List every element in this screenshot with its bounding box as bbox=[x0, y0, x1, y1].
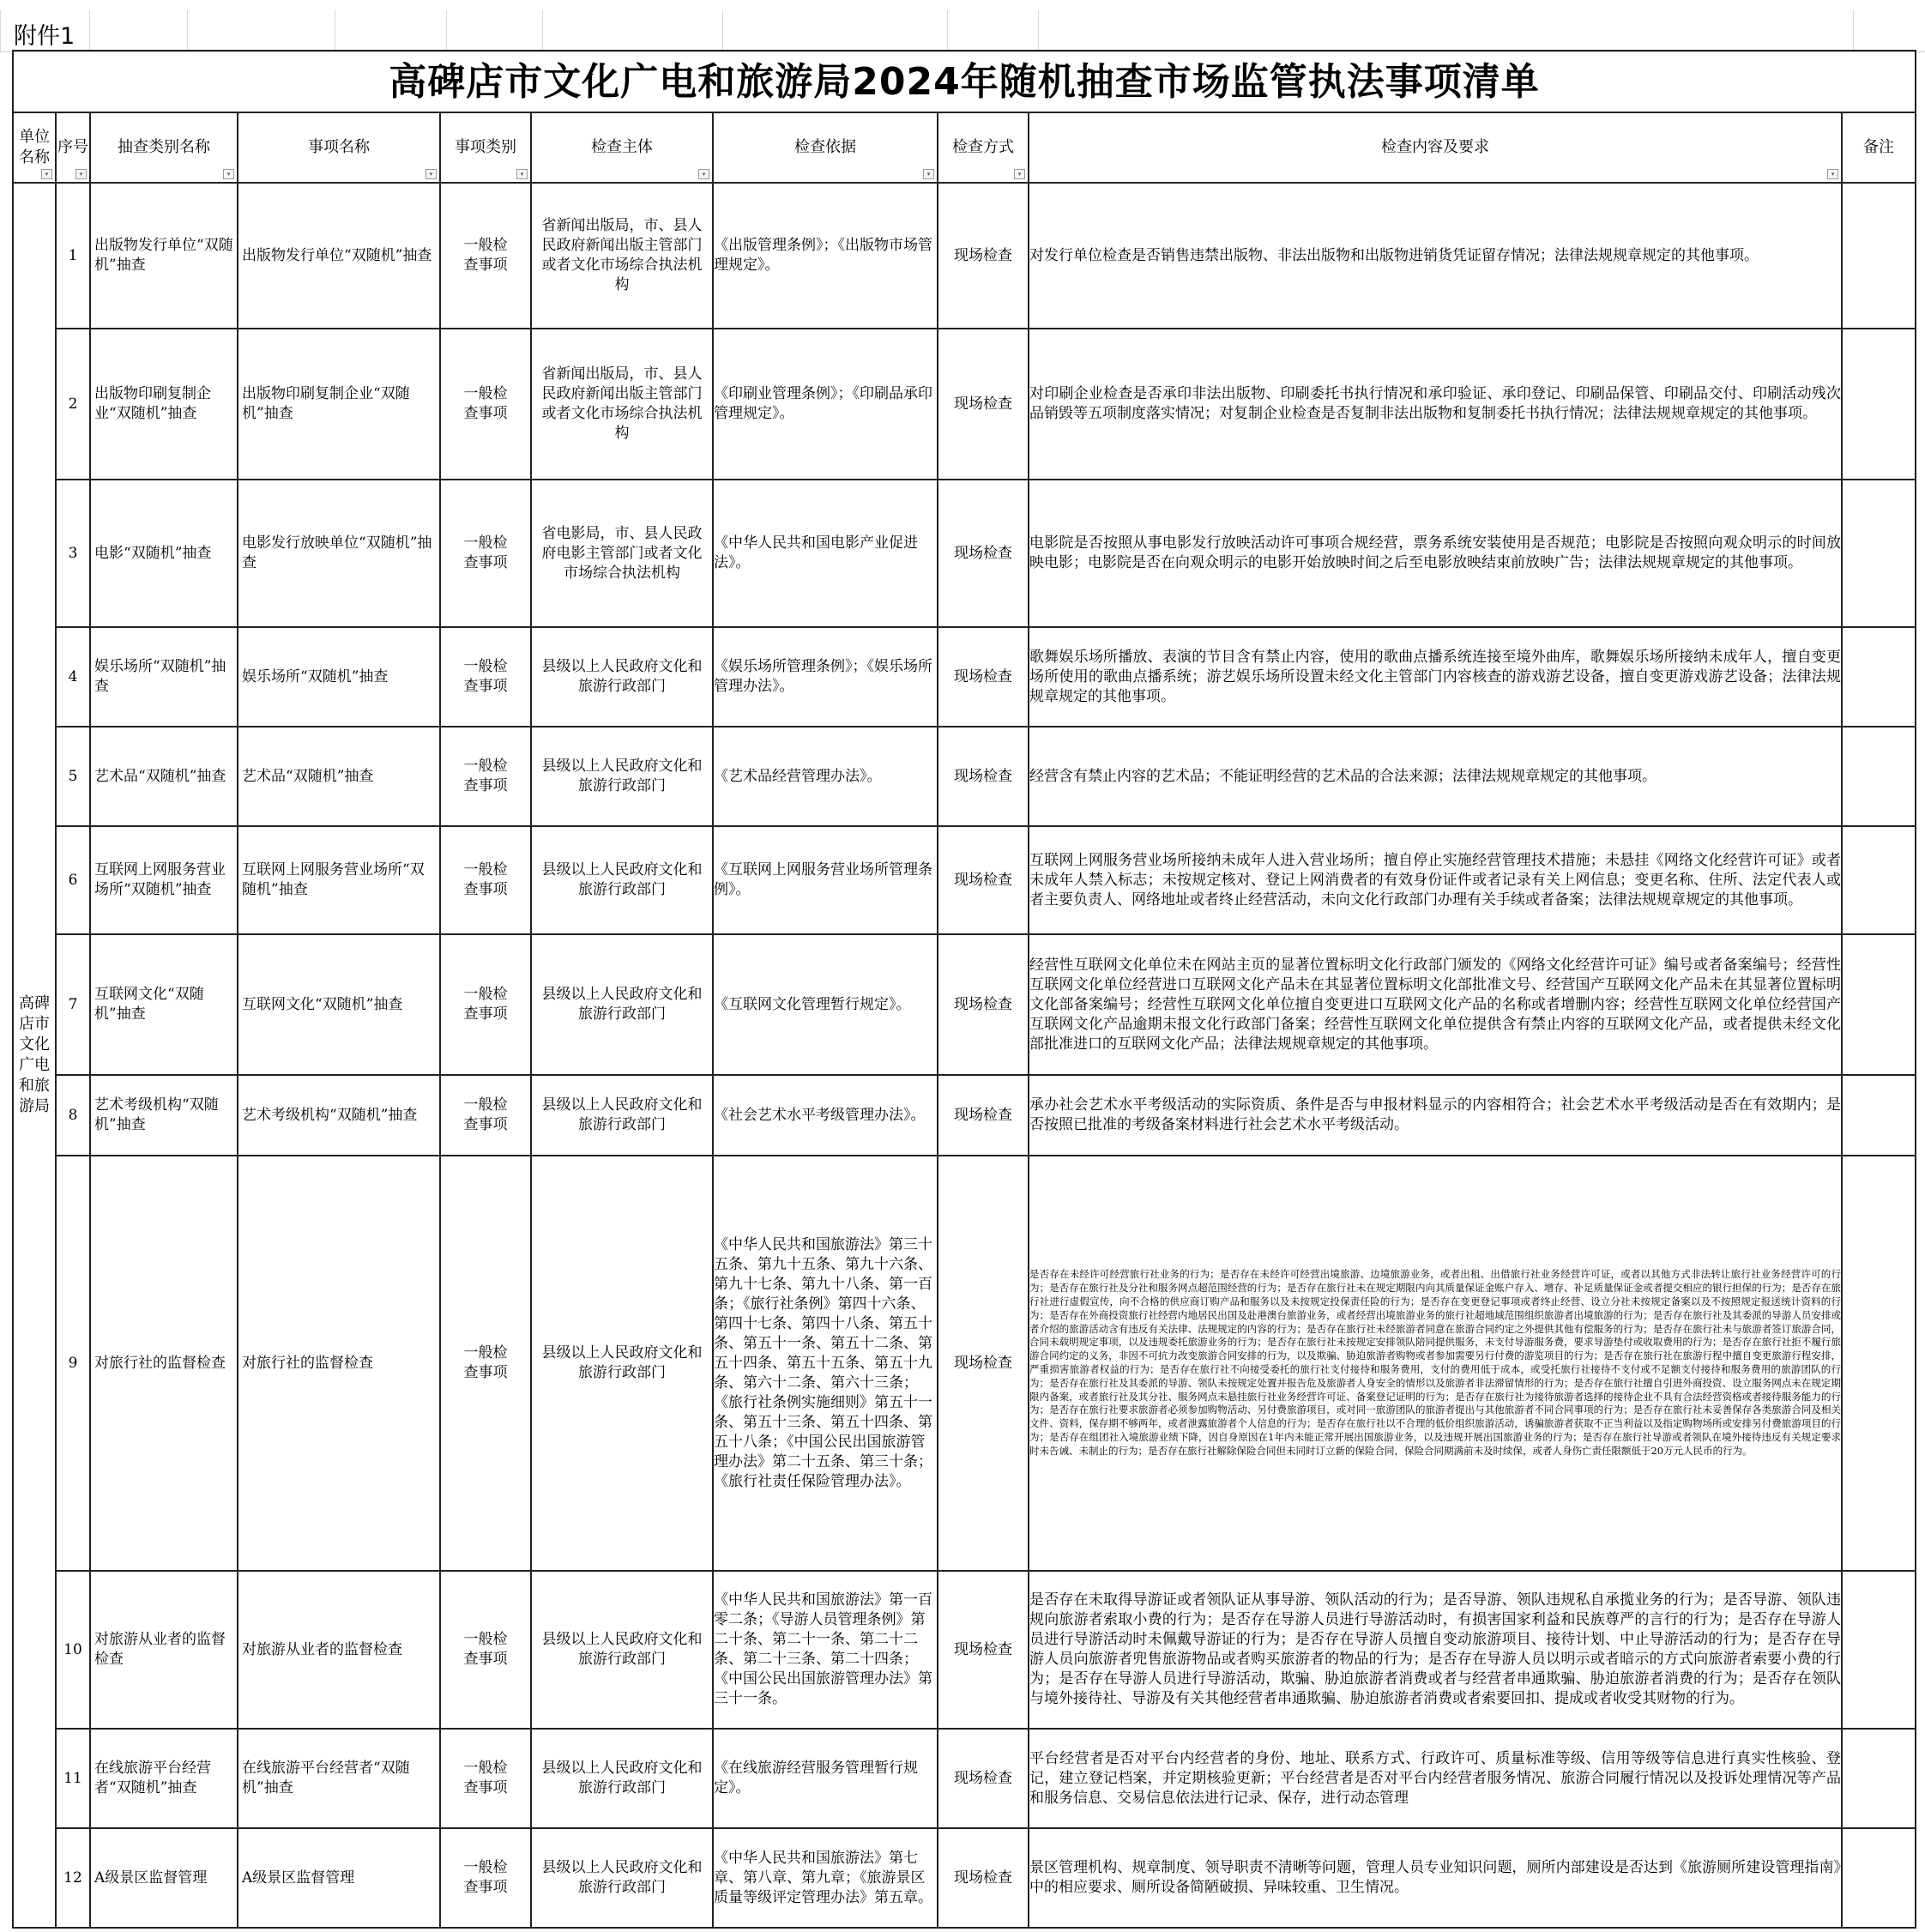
row-seq: 4 bbox=[56, 627, 90, 727]
table-row bbox=[13, 1828, 1916, 1928]
row-method: 现场检查 bbox=[938, 1571, 1029, 1729]
row-item: 艺术考级机构“双随机”抽查 bbox=[238, 1075, 440, 1156]
row-basis: 《互联网上网服务营业场所管理条例》。 bbox=[713, 826, 938, 934]
row-seq: 2 bbox=[56, 329, 90, 480]
row-content: 是否存在未经许可经营旅行社业务的行为；是否存在未经许可经营出境旅游、边境旅游业务，或者出租、出借旅行社业务经营许可证，或者以其他方式非法转让旅行社业务经营许可的行为；是否存在旅行社及分社和服务网点超范围经营的行为；是否存在旅行社未在规定期限内向其质量保证金账户存入、增存、补足质量保证金或者提交相应的银行担保的行为；是否存在旅行社进行虚假宣传，向不合格的供应商订购产品和服务以及未按规定投保责任险的行为；是否存在变更登记事项或者终止经营、设立分社未按规定备案以及不按照规定报送统计资料的行为；是否存在外商投资旅行社经营内地居民出国及赴港澳台旅游业务，或者经营出境旅游业务的旅行社超地域范围组织旅游者出境旅游的行为；是否存在旅行社及其委派的导游人员安排或者介绍的旅游活动含有违反有关法律、法规规定的内容的行为；是否存在旅行社未经旅游者同意在旅游合同约定之外提供其他有偿服务的行为；是否存在旅行社未与旅游者签订旅游合同，合同未载明规定事项，以及违规委托旅游业务的行为；是否存在旅行社未按规定安排领队陪同提供服务，未支付导游服务费，要求导游垫付或收取费用的行为；是否存在旅行社拒不履行旅游合同约定的义务，非因不可抗力改变旅游合同安排的行为，以及欺骗、胁迫旅游者购物或者参加需要另行付费的游览项目的行为；是否存在旅行社在旅游行程中擅自变更旅游行程安排，严重损害旅游者权益的行为；是否存在旅行社不向接受委托的旅行社支付接待和服务费用，支付的费用低于成本，或受托旅行社接待不支付或不足额支付接待和服务费用的旅游团队的行为；是否存在旅行社及其委派的导游、领队未按规定处置并报告危及旅游者人身安全的情形以及旅游者非法滞留情形的行为；是否存在旅行社擅自引进外商投资、设立服务网点未在规定期限内备案，或者旅行社及其分社、服务网点未悬挂旅行社业务经营许可证、备案登记证明的行为；是否存在旅行社为接待旅游者选择的接待企业不具有合法经营资格或者接待服务能力的行为；是否存在旅行社要求旅游者必须参加购物活动、另付费旅游项目，或对同一旅游团队的旅游者提出与其他旅游者不同合同事项的行为；是否存在旅行社未妥善保存各类旅游合同及相关文件、资料，保存期不够两年，或者泄露旅游者个人信息的行为；是否存在旅行社以不合理的低价组织旅游活动，诱骗旅游者获取不正当利益以及指定购物场所或安排另付费旅游项目的行为；是否存在组团社入境旅游业绩下降，因自身原因在1年内未能正常开展出国旅游业务，以及违规开展出国旅游业务的行为；是否存在旅行社导游或者领队在境外接待违反有关规定要求时未告诫、未制止的行为；是否存在旅行社解除保险合同但未同时订立新的保险合同，保险合同期满前未及时续保，或者人身伤亡责任限额低于20万元人民币的行为。 bbox=[1029, 1156, 1842, 1571]
row-seq: 9 bbox=[56, 1156, 90, 1571]
page-title: 高碑店市文化广电和旅游局2024年随机抽查市场监管执法事项清单 bbox=[13, 51, 1916, 112]
header-content: 检查内容及要求 ▾ bbox=[1029, 112, 1842, 183]
row-subject: 县级以上人民政府文化和旅游行政部门 bbox=[531, 1828, 713, 1928]
row-content: 承办社会艺术水平考级活动的实际资质、条件是否与申报材料显示的内容相符合；社会艺术水平考级活动是否在有效期内；是否按照已批准的考级备案材料进行社会艺术水平考级活动。 bbox=[1029, 1075, 1842, 1156]
row-category: 艺术品“双随机”抽查 bbox=[90, 727, 238, 826]
row-basis: 《娱乐场所管理条例》；《娱乐场所管理办法》。 bbox=[713, 627, 938, 727]
row-type: 一般检查事项 bbox=[440, 1156, 531, 1571]
row-item: 对旅游从业者的监督检查 bbox=[238, 1571, 440, 1729]
row-content: 经营性互联网文化单位未在网站主页的显著位置标明文化行政部门颁发的《网络文化经营许可证》编号或者备案编号；经营性互联网文化单位经营进口互联网文化产品未在其显著位置标明文化部批准文号、经营国产互联网文化产品未在其显著位置标明文化部备案编号；经营性互联网文化单位擅自变更进口互联网文化产品的名称或者增删内容；经营性互联网文化单位经营国产互联网文化产品逾期未报文化行政部门备案；经营性互联网文化单位提供含有禁止内容的互联网文化产品，或者提供未经文化部批准进口的互联网文化产品；法律法规规章规定的其他事项。 bbox=[1029, 934, 1842, 1075]
row-item: 出版物发行单位“双随机”抽查 bbox=[238, 183, 440, 329]
row-subject: 省新闻出版局，市、县人民政府新闻出版主管部门或者文化市场综合执法机构 bbox=[531, 183, 713, 329]
inspection-items-table bbox=[12, 50, 1916, 1929]
row-basis: 《在线旅游经营服务管理暂行规定》。 bbox=[713, 1729, 938, 1828]
row-content: 歌舞娱乐场所播放、表演的节目含有禁止内容，使用的歌曲点播系统连接至境外曲库，歌舞娱乐场所接纳未成年人，擅自变更场所使用的歌曲点播系统；游艺娱乐场所设置未经文化主管部门内容核查的游戏游艺设备，擅自变更游戏游艺设备；法律法规规章规定的其他事项。 bbox=[1029, 627, 1842, 727]
row-method: 现场检查 bbox=[938, 934, 1029, 1075]
row-method: 现场检查 bbox=[938, 1075, 1029, 1156]
row-type: 一般检查事项 bbox=[440, 826, 531, 934]
table-row bbox=[13, 1156, 1916, 1571]
row-category: 电影“双随机”抽查 bbox=[90, 480, 238, 627]
row-item: 艺术品“双随机”抽查 bbox=[238, 727, 440, 826]
filter-dropdown-icon[interactable]: ▾ bbox=[1827, 169, 1838, 179]
row-basis: 《中华人民共和国旅游法》第七章、第八章、第九章；《旅游景区质量等级评定管理办法》第五章。 bbox=[713, 1828, 938, 1928]
row-type: 一般检查事项 bbox=[440, 1729, 531, 1828]
table-row bbox=[13, 727, 1916, 826]
filter-dropdown-icon[interactable]: ▾ bbox=[516, 169, 528, 179]
spreadsheet-gridlines bbox=[0, 10, 1925, 52]
row-basis: 《社会艺术水平考级管理办法》。 bbox=[713, 1075, 938, 1156]
row-basis: 《中华人民共和国旅游法》第三十五条、第九十五条、第九十六条、第九十七条、第九十八条、第一百条；《旅行社条例》第四十六条、第四十七条、第四十八条、第五十条、第五十一条、第五十二条、第五十四条、第五十五条、第五十九条、第六十二条、第六十三条；《旅行社条例实施细则》第五十一条、第五十三条、第五十四条、第五十八条；《中国公民出国旅游管理办法》第二十五条、第三十条；《旅行社责任保险管理办法》。 bbox=[713, 1156, 938, 1571]
row-note bbox=[1842, 826, 1916, 934]
row-basis: 《互联网文化管理暂行规定》。 bbox=[713, 934, 938, 1075]
row-note bbox=[1842, 1729, 1916, 1828]
row-content: 互联网上网服务营业场所接纳未成年人进入营业场所；擅自停止实施经营管理技术措施；未悬挂《网络文化经营许可证》或者未成年人禁入标志；未按规定核对、登记上网消费者的有效身份证件或者记录有关上网信息；变更名称、住所、法定代表人或者主要负责人、网络地址或者终止经营活动，未向文化行政部门办理有关手续或者备案；法律法规规章规定的其他事项。 bbox=[1029, 826, 1842, 934]
row-content: 景区管理机构、规章制度、领导职责不清晰等问题，管理人员专业知识问题，厕所内部建设是否达到《旅游厕所建设管理指南》中的相应要求、厕所设备简陋破损、异味较重、卫生情况。 bbox=[1029, 1828, 1842, 1928]
row-type: 一般检查事项 bbox=[440, 183, 531, 329]
row-type: 一般检查事项 bbox=[440, 1075, 531, 1156]
row-basis: 《中华人民共和国电影产业促进法》。 bbox=[713, 480, 938, 627]
row-subject: 县级以上人民政府文化和旅游行政部门 bbox=[531, 1571, 713, 1729]
row-note bbox=[1842, 727, 1916, 826]
table-row bbox=[13, 1571, 1916, 1729]
row-item: 对旅行社的监督检查 bbox=[238, 1156, 440, 1571]
row-category: A级景区监督管理 bbox=[90, 1828, 238, 1928]
row-category: 在线旅游平台经营者“双随机”抽查 bbox=[90, 1729, 238, 1828]
row-basis: 《印刷业管理条例》；《印刷品承印管理规定》。 bbox=[713, 329, 938, 480]
filter-dropdown-icon[interactable]: ▾ bbox=[1014, 169, 1025, 179]
row-item: A级景区监督管理 bbox=[238, 1828, 440, 1928]
attachment-label: 附件1 bbox=[14, 23, 75, 50]
row-subject: 省电影局，市、县人民政府电影主管部门或者文化市场综合执法机构 bbox=[531, 480, 713, 627]
row-item: 娱乐场所“双随机”抽查 bbox=[238, 627, 440, 727]
header-unit: 单位名称 ▾ bbox=[13, 112, 56, 183]
row-type: 一般检查事项 bbox=[440, 1571, 531, 1729]
table-row bbox=[13, 1729, 1916, 1828]
row-seq: 12 bbox=[56, 1828, 90, 1928]
row-note bbox=[1842, 1156, 1916, 1571]
header-note: 备注 bbox=[1842, 112, 1916, 183]
row-subject: 县级以上人民政府文化和旅游行政部门 bbox=[531, 1075, 713, 1156]
row-seq: 8 bbox=[56, 1075, 90, 1156]
row-item: 在线旅游平台经营者“双随机”抽查 bbox=[238, 1729, 440, 1828]
filter-dropdown-icon[interactable]: ▾ bbox=[75, 169, 87, 179]
table-row bbox=[13, 1075, 1916, 1156]
filter-dropdown-icon[interactable]: ▾ bbox=[698, 169, 709, 179]
row-note bbox=[1842, 480, 1916, 627]
row-note bbox=[1842, 1571, 1916, 1729]
row-seq: 5 bbox=[56, 727, 90, 826]
row-basis: 《艺术品经营管理办法》。 bbox=[713, 727, 938, 826]
row-item: 电影发行放映单位“双随机”抽查 bbox=[238, 480, 440, 627]
row-type: 一般检查事项 bbox=[440, 1828, 531, 1928]
row-subject: 县级以上人民政府文化和旅游行政部门 bbox=[531, 826, 713, 934]
row-note bbox=[1842, 1075, 1916, 1156]
table-row bbox=[13, 183, 1916, 329]
row-method: 现场检查 bbox=[938, 627, 1029, 727]
row-content: 对发行单位检查是否销售违禁出版物、非法出版物和出版物进销货凭证留存情况；法律法规规章规定的其他事项。 bbox=[1029, 183, 1842, 329]
row-seq: 7 bbox=[56, 934, 90, 1075]
row-seq: 3 bbox=[56, 480, 90, 627]
row-subject: 省新闻出版局，市、县人民政府新闻出版主管部门或者文化市场综合执法机构 bbox=[531, 329, 713, 480]
header-method: 检查方式 ▾ bbox=[938, 112, 1029, 183]
row-type: 一般检查事项 bbox=[440, 329, 531, 480]
row-method: 现场检查 bbox=[938, 1729, 1029, 1828]
row-method: 现场检查 bbox=[938, 1156, 1029, 1571]
header-basis: 检查依据 ▾ bbox=[713, 112, 938, 183]
table-row bbox=[13, 826, 1916, 934]
row-method: 现场检查 bbox=[938, 727, 1029, 826]
table-row bbox=[13, 329, 1916, 480]
row-method: 现场检查 bbox=[938, 480, 1029, 627]
row-type: 一般检查事项 bbox=[440, 480, 531, 627]
row-item: 出版物印刷复制企业“双随机”抽查 bbox=[238, 329, 440, 480]
row-subject: 县级以上人民政府文化和旅游行政部门 bbox=[531, 727, 713, 826]
row-note bbox=[1842, 934, 1916, 1075]
row-method: 现场检查 bbox=[938, 183, 1029, 329]
row-method: 现场检查 bbox=[938, 1828, 1029, 1928]
row-content: 是否存在未取得导游证或者领队证从事导游、领队活动的行为；是否导游、领队违规私自承揽业务的行为；是否导游、领队违规向旅游者索取小费的行为；是否存在导游人员进行导游活动时，有损害国家利益和民族尊严的言行的行为；是否存在导游人员进行导游活动时未佩戴导游证的行为；是否存在导游人员擅自变动旅游项目、接待计划、中止导游活动的行为；是否存在导游人员向旅游者兜售旅游物品或者购买旅游者的物品的行为；是否存在导游人员以明示或者暗示的方式向旅游者索要小费的行为；是否存在导游人员进行导游活动，欺骗、胁迫旅游者消费或者与经营者串通欺骗、胁迫旅游者消费的行为；是否存在领队与境外接待社、导游及有关其他经营者串通欺骗、胁迫旅游者消费或者索要回扣、提成或者收受其财物的行为。 bbox=[1029, 1571, 1842, 1729]
table-row bbox=[13, 934, 1916, 1075]
header-category: 抽查类别名称 ▾ bbox=[90, 112, 238, 183]
table-row bbox=[13, 627, 1916, 727]
filter-dropdown-icon[interactable]: ▾ bbox=[223, 169, 234, 179]
row-category: 互联网上网服务营业场所“双随机”抽查 bbox=[90, 826, 238, 934]
row-seq: 11 bbox=[56, 1729, 90, 1828]
header-seq: 序号 ▾ bbox=[56, 112, 90, 183]
row-category: 出版物发行单位“双随机”抽查 bbox=[90, 183, 238, 329]
row-category: 娱乐场所“双随机”抽查 bbox=[90, 627, 238, 727]
row-content: 对印刷企业检查是否承印非法出版物、印刷委托书执行情况和承印验证、承印登记、印刷品保管、印刷品交付、印刷活动残次品销毁等五项制度落实情况；对复制企业检查是否复制非法出版物和复制委托书执行情况；法律法规规章规定的其他事项。 bbox=[1029, 329, 1842, 480]
row-category: 互联网文化“双随机”抽查 bbox=[90, 934, 238, 1075]
row-category: 对旅游从业者的监督检查 bbox=[90, 1571, 238, 1729]
unit-name-cell: 高碑店市文化广电和旅游局 bbox=[13, 183, 56, 1928]
table-row bbox=[13, 480, 1916, 627]
row-subject: 县级以上人民政府文化和旅游行政部门 bbox=[531, 1729, 713, 1828]
row-note bbox=[1842, 627, 1916, 727]
row-content: 平台经营者是否对平台内经营者的身份、地址、联系方式、行政许可、质量标准等级、信用等级等信息进行真实性核验、登记，建立登记档案，并定期核验更新；平台经营者是否对平台内经营者服务情况、旅游合同履行情况以及投诉处理情况等产品和服务信息、交易信息依法进行记录、保存，进行动态管理 bbox=[1029, 1729, 1842, 1828]
row-type: 一般检查事项 bbox=[440, 627, 531, 727]
row-category: 对旅行社的监督检查 bbox=[90, 1156, 238, 1571]
row-seq: 10 bbox=[56, 1571, 90, 1729]
row-category: 出版物印刷复制企业“双随机”抽查 bbox=[90, 329, 238, 480]
row-item: 互联网文化“双随机”抽查 bbox=[238, 934, 440, 1075]
row-seq: 6 bbox=[56, 826, 90, 934]
row-category: 艺术考级机构“双随机”抽查 bbox=[90, 1075, 238, 1156]
row-content: 电影院是否按照从事电影发行放映活动许可事项合规经营，票务系统安装使用是否规范；电影院是否按照向观众明示的时间放映电影；电影院是否在向观众明示的电影开始放映时间之后至电影放映结束前放映广告；法律法规规章规定的其他事项。 bbox=[1029, 480, 1842, 627]
row-type: 一般检查事项 bbox=[440, 727, 531, 826]
row-note bbox=[1842, 329, 1916, 480]
row-basis: 《出版管理条例》；《出版物市场管理规定》。 bbox=[713, 183, 938, 329]
header-item: 事项名称 ▾ bbox=[238, 112, 440, 183]
row-method: 现场检查 bbox=[938, 826, 1029, 934]
header-row bbox=[13, 112, 1916, 183]
row-method: 现场检查 bbox=[938, 329, 1029, 480]
row-note bbox=[1842, 1828, 1916, 1928]
row-subject: 县级以上人民政府文化和旅游行政部门 bbox=[531, 627, 713, 727]
row-type: 一般检查事项 bbox=[440, 934, 531, 1075]
filter-dropdown-icon[interactable]: ▾ bbox=[923, 169, 934, 179]
row-seq: 1 bbox=[56, 183, 90, 329]
row-item: 互联网上网服务营业场所“双随机”抽查 bbox=[238, 826, 440, 934]
row-basis: 《中华人民共和国旅游法》第一百零二条；《导游人员管理条例》第二十条、第二十一条、第二十二条、第二十三条、第二十四条；《中国公民出国旅游管理办法》第三十一条。 bbox=[713, 1571, 938, 1729]
filter-dropdown-icon[interactable]: ▾ bbox=[41, 169, 52, 179]
row-note bbox=[1842, 183, 1916, 329]
row-subject: 县级以上人民政府文化和旅游行政部门 bbox=[531, 1156, 713, 1571]
row-content: 经营含有禁止内容的艺术品；不能证明经营的艺术品的合法来源；法律法规规章规定的其他事项。 bbox=[1029, 727, 1842, 826]
header-type: 事项类别 ▾ bbox=[440, 112, 531, 183]
filter-dropdown-icon[interactable]: ▾ bbox=[425, 169, 437, 179]
header-subject: 检查主体 ▾ bbox=[531, 112, 713, 183]
row-subject: 县级以上人民政府文化和旅游行政部门 bbox=[531, 934, 713, 1075]
